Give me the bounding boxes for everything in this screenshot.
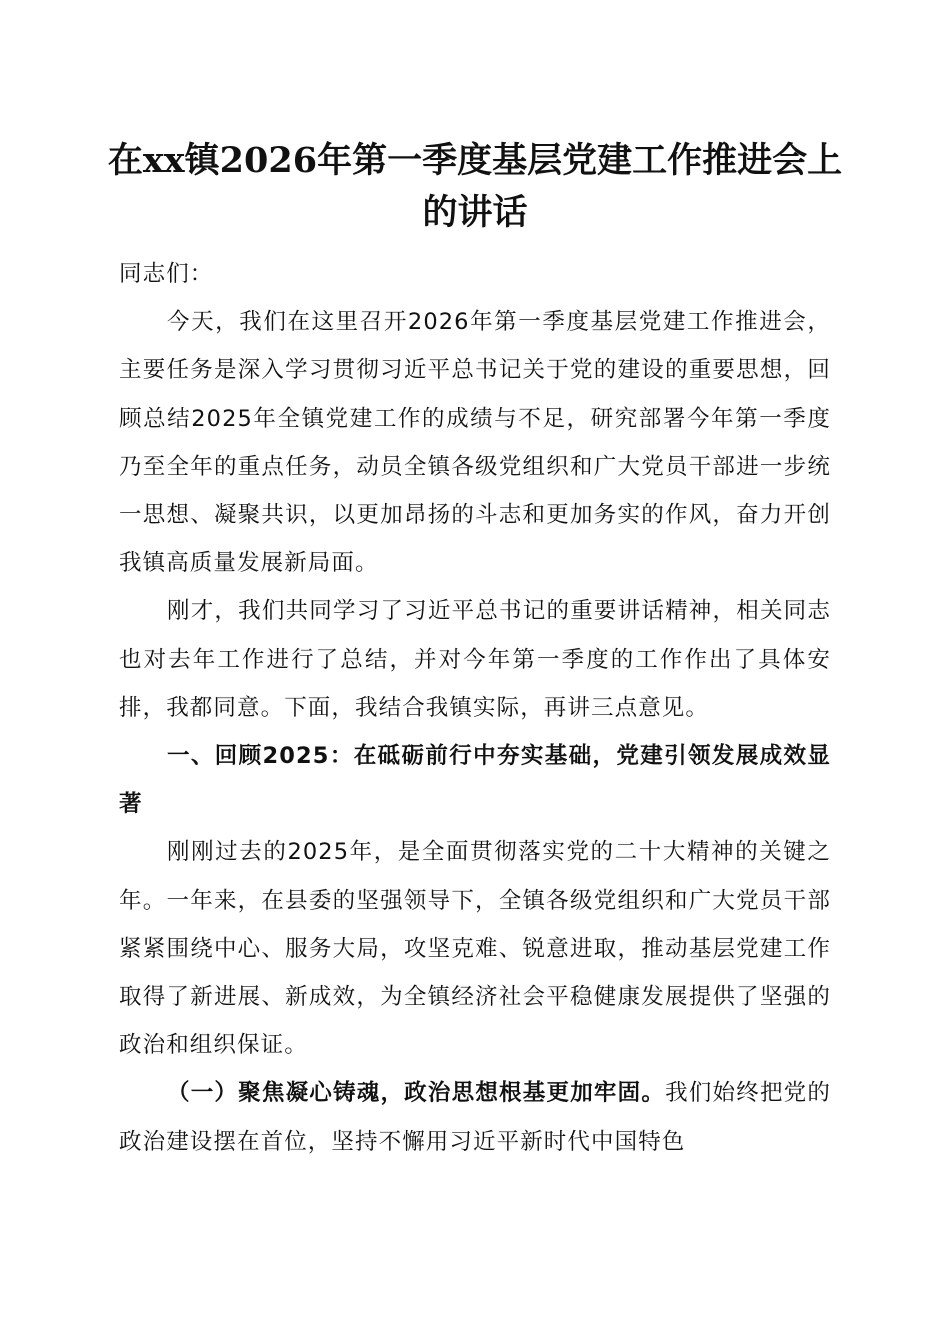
document-body: [119, 250, 831, 1166]
section-1-paragraph: 刚刚过去的2025年，是全面贯彻落实党的二十大精神的关键之年。一年来，在县委的坚强领导下，全镇各级党组织和广大党员干部紧紧围绕中心、服务大局，攻坚克难、锐意进取，推动基层党建工作取得了新进展、新成效，为全镇经济社会平稳健康发展提供了坚强的政治和组织保证。: [119, 839, 831, 1059]
section-1-sub-1: [119, 1069, 831, 1165]
paragraph-agreement: 刚才，我们共同学习了习近平总书记的重要讲话精神，相关同志也对去年工作进行了总结，并对今年第一季度的工作作出了具体安排，我都同意。下面，我结合我镇实际，再讲三点意见。: [119, 598, 831, 721]
paragraph-opening: 今天，我们在这里召开2026年第一季度基层党建工作推进会，主要任务是深入学习贯彻习近平总书记关于党的建设的重要思想，回顾总结2025年全镇党建工作的成绩与不足，研究部署今年第一季度乃至全年的重点任务，动员全镇各级党组织和广大党员干部进一步统一思想、凝聚共识，以更加昂扬的斗志和更加务实的作风，奋力开创我镇高质量发展新局面。: [119, 309, 831, 577]
section-1-heading: 一、回顾2025：在砥砺前行中夯实基础，党建引领发展成效显著: [119, 743, 831, 818]
document-title: 在xx镇2026年第一季度基层党建工作推进会上的讲话: [107, 140, 843, 233]
section-1-sub-1-heading: （一）聚焦凝心铸魂，政治思想根基更加牢固。: [167, 1080, 666, 1107]
section-1-sub-1-text: 我们始终把党的政治建设摆在首位，坚持不懈用习近平新时代中国特色: [119, 1080, 832, 1155]
salutation: 同志们：: [119, 261, 214, 287]
